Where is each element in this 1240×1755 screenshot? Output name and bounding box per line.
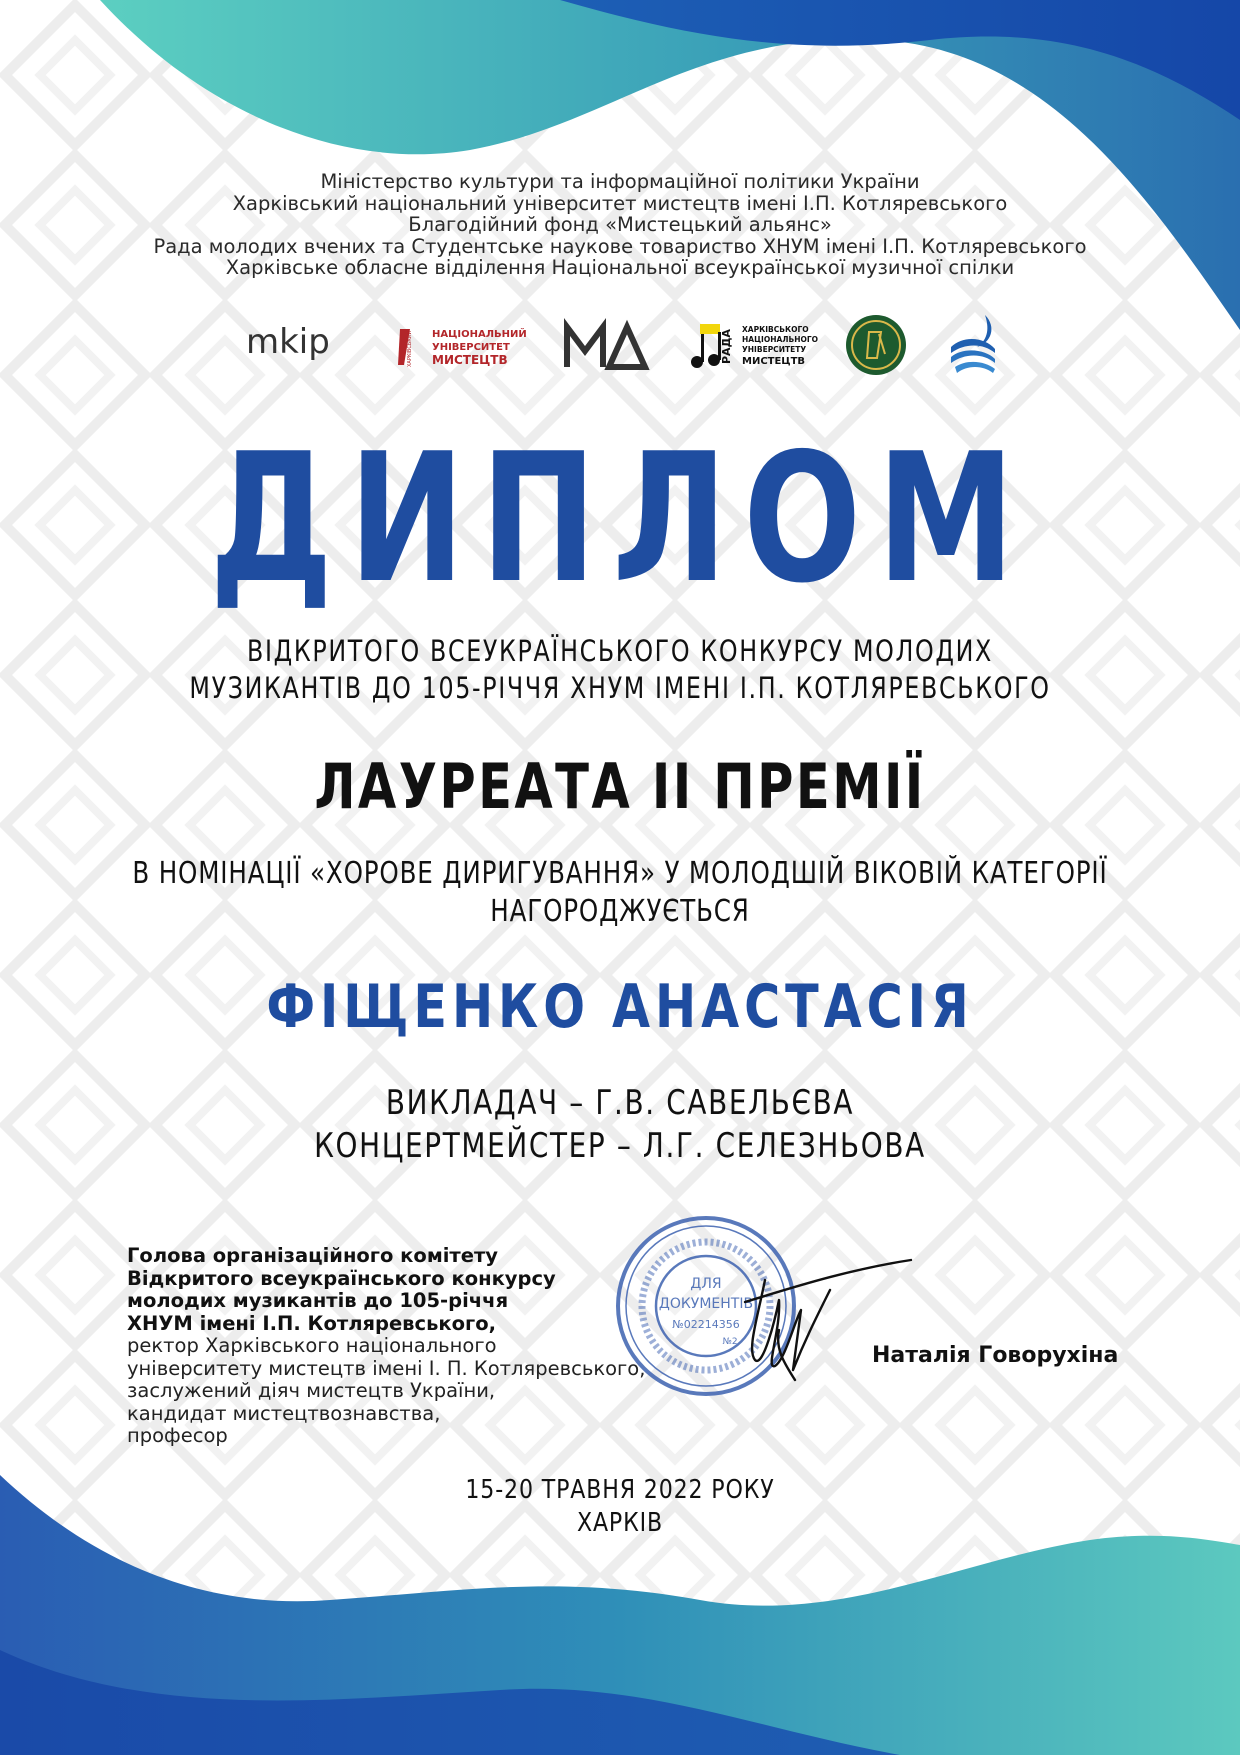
svg-text:НАЦІОНАЛЬНОГО: НАЦІОНАЛЬНОГО	[742, 335, 819, 344]
svg-text:УНІВЕРСИТЕТ: УНІВЕРСИТЕТ	[432, 342, 510, 353]
chair-bold-line: ХНУМ імені І.П. Котляревського,	[127, 1311, 497, 1335]
event-city: ХАРКІВ	[576, 1508, 664, 1538]
charity-fund-emblem	[945, 313, 1001, 377]
signer-name: Наталія Говорухіна	[872, 1343, 1119, 1368]
teachers-block	[0, 1082, 1240, 1168]
winner-name: ФІЩЕНКО АНАСТАСІЯ	[266, 972, 974, 1042]
organizer-line: Благодійний фонд «Мистецький альянс»	[408, 213, 832, 236]
svg-text:МИСТЕЦТВ: МИСТЕЦТВ	[742, 356, 806, 367]
organizer-line: Харківський національний університет мистецтв імені І.П. Котляревського	[232, 191, 1008, 215]
ma-logo	[565, 323, 649, 373]
svg-text:mkip: mkip	[246, 322, 330, 362]
university-logo	[396, 325, 527, 369]
svg-text:№02214356: №02214356	[672, 1318, 740, 1331]
chair-line: ректор Харківського національного	[127, 1334, 497, 1357]
chair-bold-line: Голова організаційного комітету	[127, 1244, 498, 1267]
organizers-list	[0, 171, 1240, 279]
event-date: 15-20 ТРАВНЯ 2022 РОКУ	[465, 1475, 775, 1505]
diploma-title: ДИПЛОМ	[209, 415, 1031, 622]
mkip-logo	[246, 315, 342, 365]
svg-text:№2: №2	[722, 1337, 738, 1347]
teacher-line: ВИКЛАДАЧ – Г.В. САВЕЛЬЄВА	[385, 1083, 855, 1123]
competition-line: ВІДКРИТОГО ВСЕУКРАЇНСЬКОГО КОНКУРСУ МОЛОДИХ	[247, 634, 993, 668]
organizer-line: Рада молодих вчених та Студентське наукове товариство ХНУМ імені І.П. Котляревського	[153, 234, 1087, 258]
svg-text:ХАРКІВСЬКОГО: ХАРКІВСЬКОГО	[742, 325, 809, 334]
music-union-emblem	[845, 314, 907, 376]
logos-row	[0, 305, 1240, 385]
nomination-line: В НОМІНАЦІЇ «ХОРОВЕ ДИРИГУВАННЯ» У МОЛОДШІЙ ВІКОВІЙ КАТЕГОРІЇ	[132, 856, 1108, 891]
chair-bold-line: Відкритого всеукраїнського конкурсу	[127, 1266, 556, 1290]
nomination-line: НАГОРОДЖУЄТЬСЯ	[490, 894, 750, 929]
svg-text:УНІВЕРСИТЕТУ: УНІВЕРСИТЕТУ	[742, 345, 807, 354]
chair-line: університету мистецтв імені І. П. Котляревського,	[127, 1356, 646, 1380]
svg-text:ХАРКІВСЬКИЙ: ХАРКІВСЬКИЙ	[407, 330, 413, 367]
council-logo	[690, 320, 819, 372]
chair-bold-line: молодих музикантів до 105-річчя	[127, 1289, 509, 1312]
organizer-line: Харківське обласне відділення Національної всеукраїнської музичної спілки	[225, 256, 1015, 279]
accompanist-line: КОНЦЕРТМЕЙСТЕР – Л.Г. СЕЛЕЗНЬОВА	[314, 1126, 926, 1166]
chair-credentials	[127, 1245, 647, 1448]
svg-text:ДЛЯ: ДЛЯ	[690, 1276, 722, 1292]
chair-line: професор	[127, 1424, 228, 1447]
nomination-text	[0, 855, 1240, 931]
competition-name	[0, 633, 1240, 707]
event-footer	[0, 1474, 1240, 1540]
svg-text:РАДА: РАДА	[720, 329, 733, 364]
organizer-line: Міністерство культури та інформаційної політики України	[320, 170, 920, 193]
svg-text:ДОКУМЕНТІВ: ДОКУМЕНТІВ	[658, 1296, 754, 1312]
svg-text:МИСТЕЦТВ: МИСТЕЦТВ	[432, 353, 508, 367]
svg-text:НАЦІОНАЛЬНИЙ: НАЦІОНАЛЬНИЙ	[432, 329, 527, 340]
chair-line: заслужений діяч мистецтв України,	[127, 1379, 496, 1402]
competition-line: МУЗИКАНТІВ ДО 105-РІЧЧЯ ХНУМ ІМЕНІ І.П. КОТЛЯРЕВСЬКОГО	[189, 671, 1051, 705]
prize-title: ЛАУРЕАТА ІІ ПРЕМІЇ	[314, 750, 926, 823]
chair-line: кандидат мистецтвознавства,	[127, 1401, 441, 1425]
